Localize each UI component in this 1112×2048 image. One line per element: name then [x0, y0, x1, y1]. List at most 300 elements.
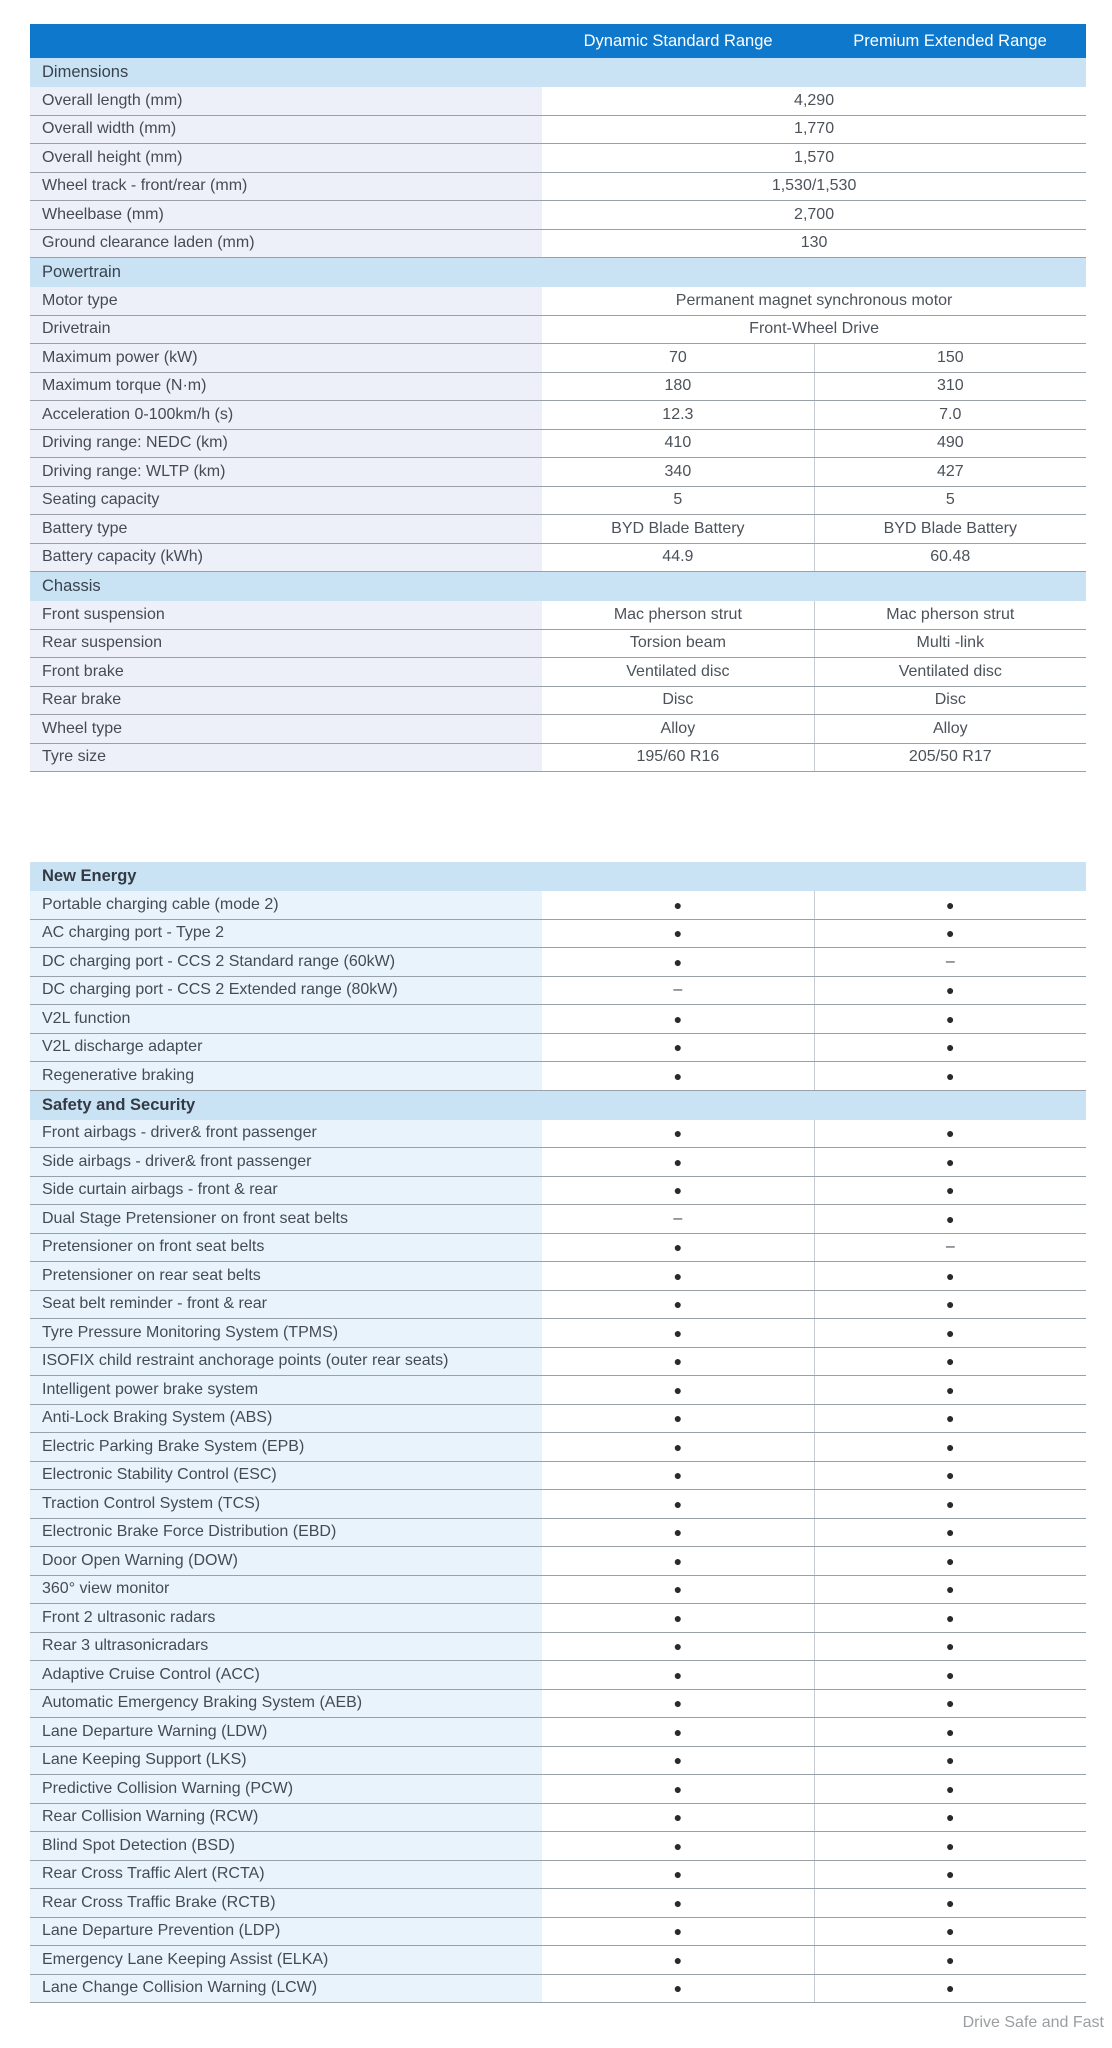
features-table-body [30, 862, 1086, 2003]
section-header [30, 862, 1086, 891]
row-label: Overall height (mm) [30, 144, 542, 172]
table-row [30, 920, 1086, 949]
value-text: 4,290 [794, 91, 835, 109]
included-dot: ● [673, 1894, 683, 1911]
value-cell-dynamic [542, 1775, 813, 1803]
row-label: DC charging port - CCS 2 Extended range (80kW) [30, 977, 542, 1005]
table-row [30, 977, 1086, 1006]
row-label: Door Open Warning (DOW) [30, 1547, 542, 1575]
value-text: 1,570 [794, 148, 835, 166]
table-row [30, 948, 1086, 977]
row-label: Traction Control System (TCS) [30, 1490, 542, 1518]
row-label: Intelligent power brake system [30, 1376, 542, 1404]
value-cell-dynamic [542, 458, 813, 486]
value-cell-dynamic [542, 344, 813, 372]
row-label: V2L function [30, 1005, 542, 1033]
table-row [30, 1462, 1086, 1491]
included-dot: ● [673, 1866, 683, 1883]
not-available-dash: – [945, 952, 955, 970]
included-dot: ● [946, 1467, 955, 1484]
included-dot: ● [946, 1809, 955, 1826]
value-cell-premium [814, 1376, 1086, 1404]
value-cell-premium [814, 1576, 1086, 1604]
included-dot: ● [673, 1809, 683, 1826]
value-cell-dynamic [542, 1661, 813, 1689]
included-dot: ● [673, 1638, 683, 1655]
footer-watermark: Drive Safe and Fast [962, 2014, 1104, 2031]
value-cell-dynamic [542, 1262, 813, 1290]
table-row [30, 1405, 1086, 1434]
row-label: Electronic Stability Control (ESC) [30, 1462, 542, 1490]
row-label: Lane Keeping Support (LKS) [30, 1747, 542, 1775]
value-cell-dynamic [542, 1062, 813, 1090]
table-row [30, 344, 1086, 373]
included-dot: ● [673, 1182, 683, 1199]
included-dot: ● [673, 1780, 683, 1797]
included-dot: ● [946, 1923, 955, 1940]
included-dot: ● [673, 1239, 683, 1256]
value-text: 70 [668, 348, 687, 366]
included-dot: ● [673, 1609, 683, 1626]
merged-value-cell [542, 316, 1086, 344]
row-label: Dual Stage Pretensioner on front seat belts [30, 1205, 542, 1233]
value-cell-dynamic [542, 1690, 813, 1718]
row-label: Front brake [30, 658, 542, 686]
value-cell-dynamic [542, 630, 813, 658]
value-cell-premium [814, 458, 1086, 486]
value-cell-premium [814, 715, 1086, 743]
row-label: Wheelbase (mm) [30, 201, 542, 229]
value-text: 410 [664, 434, 692, 452]
included-dot: ● [946, 1296, 955, 1313]
row-label: Electronic Brake Force Distribution (EBD) [30, 1519, 542, 1547]
value-text: Ventilated disc [626, 662, 730, 680]
merged-value-cell [542, 87, 1086, 115]
row-label: Emergency Lane Keeping Assist (ELKA) [30, 1946, 542, 1974]
included-dot: ● [673, 1723, 683, 1740]
value-text: Mac pherson strut [886, 605, 1015, 623]
included-dot: ● [946, 1951, 955, 1968]
row-label: Overall length (mm) [30, 87, 542, 115]
table-row [30, 1633, 1086, 1662]
table-row [30, 1918, 1086, 1947]
value-cell-dynamic [542, 1975, 813, 2003]
value-cell-premium [814, 373, 1086, 401]
column-header-premium-extended-range: Premium Extended Range [853, 31, 1047, 50]
row-label: Rear Collision Warning (RCW) [30, 1804, 542, 1832]
row-label: Acceleration 0-100km/h (s) [30, 401, 542, 429]
row-label: Rear 3 ultrasonicradars [30, 1633, 542, 1661]
value-cell-dynamic [542, 920, 813, 948]
value-cell-premium [814, 1832, 1086, 1860]
included-dot: ● [946, 1837, 955, 1854]
value-cell-dynamic [542, 1576, 813, 1604]
included-dot: ● [673, 1467, 683, 1484]
value-cell-premium [814, 1889, 1086, 1917]
value-cell-premium [814, 1861, 1086, 1889]
features-table [30, 862, 1086, 2003]
table-row [30, 891, 1086, 920]
included-dot: ● [673, 1410, 683, 1427]
table-row [30, 1005, 1086, 1034]
row-label: Lane Departure Warning (LDW) [30, 1718, 542, 1746]
table-row [30, 515, 1086, 544]
value-cell-premium [814, 687, 1086, 715]
value-text: 195/60 R16 [636, 748, 720, 766]
row-label: Blind Spot Detection (BSD) [30, 1832, 542, 1860]
table-row [30, 1262, 1086, 1291]
row-label: Lane Departure Prevention (LDP) [30, 1918, 542, 1946]
row-label: Maximum power (kW) [30, 344, 542, 372]
value-cell-dynamic [542, 1034, 813, 1062]
row-label: Front suspension [30, 601, 542, 629]
table-row [30, 1120, 1086, 1149]
value-cell-premium [814, 1005, 1086, 1033]
value-text: Permanent magnet synchronous motor [675, 291, 953, 309]
row-label: Ground clearance laden (mm) [30, 230, 542, 258]
value-cell-premium [814, 1604, 1086, 1632]
table-row [30, 715, 1086, 744]
merged-value-cell [542, 173, 1086, 201]
table-row [30, 401, 1086, 430]
row-label: Electric Parking Brake System (EPB) [30, 1433, 542, 1461]
included-dot: ● [673, 1495, 683, 1512]
row-label: Overall width (mm) [30, 116, 542, 144]
value-cell-dynamic [542, 1376, 813, 1404]
value-cell-dynamic [542, 1148, 813, 1176]
table-row [30, 87, 1086, 116]
value-cell-premium [814, 948, 1086, 976]
value-cell-premium [814, 1747, 1086, 1775]
value-cell-dynamic [542, 948, 813, 976]
value-cell-dynamic [542, 744, 813, 772]
value-cell-premium [814, 1946, 1086, 1974]
table-row [30, 1205, 1086, 1234]
row-label: Side curtain airbags - front & rear [30, 1177, 542, 1205]
value-cell-premium [814, 487, 1086, 515]
section-header [30, 1091, 1086, 1120]
row-label: AC charging port - Type 2 [30, 920, 542, 948]
value-text: Alloy [660, 719, 696, 737]
value-cell-premium [814, 1034, 1086, 1062]
table-row [30, 1975, 1086, 2004]
merged-value-cell [542, 201, 1086, 229]
value-cell-premium [814, 891, 1086, 919]
included-dot: ● [673, 1296, 683, 1313]
section-header [30, 572, 1086, 601]
included-dot: ● [946, 1010, 955, 1027]
row-label: Wheel type [30, 715, 542, 743]
value-cell-dynamic [542, 1519, 813, 1547]
value-cell-dynamic [542, 1804, 813, 1832]
table-row [30, 1234, 1086, 1263]
included-dot: ● [673, 1695, 683, 1712]
value-cell-premium [814, 1177, 1086, 1205]
value-cell-dynamic [542, 1120, 813, 1148]
value-cell-premium [814, 401, 1086, 429]
value-text: BYD Blade Battery [883, 519, 1017, 537]
row-label: Driving range: WLTP (km) [30, 458, 542, 486]
value-text: Disc [662, 691, 694, 709]
table-row [30, 230, 1086, 259]
merged-value-cell [542, 287, 1086, 315]
section-title: New Energy [42, 867, 137, 885]
not-available-dash: – [673, 1209, 683, 1227]
included-dot: ● [946, 1780, 955, 1797]
row-label: Tyre Pressure Monitoring System (TPMS) [30, 1319, 542, 1347]
row-label: DC charging port - CCS 2 Standard range (60kW) [30, 948, 542, 976]
value-text: 5 [945, 491, 955, 509]
value-text: Front-Wheel Drive [749, 320, 879, 338]
not-available-dash: – [945, 1238, 955, 1256]
included-dot: ● [946, 1182, 955, 1199]
value-cell-dynamic [542, 1405, 813, 1433]
included-dot: ● [673, 953, 683, 970]
table-row [30, 658, 1086, 687]
value-cell-premium [814, 1405, 1086, 1433]
value-text: 180 [664, 377, 692, 395]
row-label: Rear Cross Traffic Alert (RCTA) [30, 1861, 542, 1889]
table-row [30, 744, 1086, 773]
table-row [30, 1775, 1086, 1804]
table-row [30, 116, 1086, 145]
section-title: Chassis [42, 577, 101, 595]
value-cell-premium [814, 544, 1086, 572]
value-cell-dynamic [542, 1889, 813, 1917]
merged-value-cell [542, 116, 1086, 144]
included-dot: ● [673, 1267, 683, 1284]
variant-header-row [30, 24, 1086, 58]
value-text: 1,530/1,530 [771, 177, 857, 195]
included-dot: ● [946, 1524, 955, 1541]
value-cell-premium [814, 1490, 1086, 1518]
row-label: Drivetrain [30, 316, 542, 344]
value-cell-premium [814, 601, 1086, 629]
included-dot: ● [673, 896, 683, 913]
row-label: Motor type [30, 287, 542, 315]
included-dot: ● [673, 1381, 683, 1398]
value-cell-dynamic [542, 1832, 813, 1860]
value-text: 205/50 R17 [908, 748, 992, 766]
included-dot: ● [946, 1067, 955, 1084]
value-text: Torsion beam [629, 634, 726, 652]
included-dot: ● [946, 1980, 955, 1997]
value-cell-premium [814, 1918, 1086, 1946]
included-dot: ● [673, 1324, 683, 1341]
value-cell-premium [814, 344, 1086, 372]
value-cell-dynamic [542, 1490, 813, 1518]
value-cell-dynamic [542, 430, 813, 458]
row-label: Automatic Emergency Braking System (AEB) [30, 1690, 542, 1718]
value-cell-dynamic [542, 544, 813, 572]
value-cell-premium [814, 630, 1086, 658]
value-cell-premium [814, 1975, 1086, 2003]
value-text: 44.9 [662, 548, 694, 566]
included-dot: ● [946, 1894, 955, 1911]
value-cell-dynamic [542, 515, 813, 543]
included-dot: ● [673, 1353, 683, 1370]
row-label: Seating capacity [30, 487, 542, 515]
value-text: 130 [800, 234, 828, 252]
value-cell-dynamic [542, 1861, 813, 1889]
included-dot: ● [946, 1609, 955, 1626]
row-label: Driving range: NEDC (km) [30, 430, 542, 458]
value-cell-dynamic [542, 401, 813, 429]
table-row [30, 1319, 1086, 1348]
included-dot: ● [946, 1210, 955, 1227]
included-dot: ● [946, 1410, 955, 1427]
value-cell-premium [814, 1148, 1086, 1176]
row-label: Lane Change Collision Warning (LCW) [30, 1975, 542, 2003]
value-cell-premium [814, 1433, 1086, 1461]
included-dot: ● [946, 1695, 955, 1712]
value-cell-premium [814, 1262, 1086, 1290]
value-cell-premium [814, 1319, 1086, 1347]
row-label: Side airbags - driver& front passenger [30, 1148, 542, 1176]
row-label: ISOFIX child restraint anchorage points (outer rear seats) [30, 1348, 542, 1376]
row-label: Regenerative braking [30, 1062, 542, 1090]
included-dot: ● [946, 1752, 955, 1769]
value-cell-dynamic [542, 1946, 813, 1974]
table-row [30, 1718, 1086, 1747]
included-dot: ● [673, 1039, 683, 1056]
row-label: Predictive Collision Warning (PCW) [30, 1775, 542, 1803]
value-cell-dynamic [542, 1747, 813, 1775]
row-label: Pretensioner on rear seat belts [30, 1262, 542, 1290]
value-cell-premium [814, 920, 1086, 948]
value-cell-premium [814, 658, 1086, 686]
value-cell-premium [814, 1775, 1086, 1803]
header-spacer [30, 24, 542, 58]
value-cell-dynamic [542, 658, 813, 686]
row-label: Maximum torque (N·m) [30, 373, 542, 401]
value-text: Mac pherson strut [613, 605, 742, 623]
table-row [30, 487, 1086, 516]
table-row [30, 1804, 1086, 1833]
value-cell-premium [814, 1718, 1086, 1746]
row-label: Front airbags - driver& front passenger [30, 1120, 542, 1148]
value-text: BYD Blade Battery [611, 519, 745, 537]
value-cell-dynamic [542, 687, 813, 715]
value-cell-dynamic [542, 1604, 813, 1632]
merged-value-cell [542, 144, 1086, 172]
value-cell-premium [814, 977, 1086, 1005]
value-cell-dynamic [542, 1291, 813, 1319]
included-dot: ● [673, 1524, 683, 1541]
value-text: Ventilated disc [898, 662, 1002, 680]
included-dot: ● [673, 1666, 683, 1683]
included-dot: ● [946, 1125, 955, 1142]
table-row [30, 1034, 1086, 1063]
section-title: Safety and Security [42, 1095, 196, 1114]
included-dot: ● [673, 1153, 683, 1170]
included-dot: ● [673, 1067, 683, 1084]
included-dot: ● [946, 1153, 955, 1170]
table-row [30, 173, 1086, 202]
value-text: 310 [936, 377, 964, 395]
included-dot: ● [946, 1353, 955, 1370]
table-row [30, 1604, 1086, 1633]
table-row [30, 1376, 1086, 1405]
row-label: Rear Cross Traffic Brake (RCTB) [30, 1889, 542, 1917]
row-label: Seat belt reminder - front & rear [30, 1291, 542, 1319]
included-dot: ● [946, 1866, 955, 1883]
value-cell-dynamic [542, 487, 813, 515]
value-text: 490 [936, 434, 964, 452]
row-label: Pretensioner on front seat belts [30, 1234, 542, 1262]
included-dot: ● [673, 1438, 683, 1455]
row-label: V2L discharge adapter [30, 1034, 542, 1062]
value-cell-dynamic [542, 891, 813, 919]
value-cell-premium [814, 1633, 1086, 1661]
table-row [30, 1661, 1086, 1690]
included-dot: ● [946, 1381, 955, 1398]
section-header [30, 258, 1086, 287]
value-text: 150 [936, 348, 964, 366]
row-label: Wheel track - front/rear (mm) [30, 173, 542, 201]
table-row [30, 1148, 1086, 1177]
value-cell-premium [814, 515, 1086, 543]
value-cell-dynamic [542, 1918, 813, 1946]
table-row [30, 1291, 1086, 1320]
value-cell-dynamic [542, 1234, 813, 1262]
value-text: Multi -link [916, 634, 985, 652]
value-cell-premium [814, 744, 1086, 772]
included-dot: ● [946, 1267, 955, 1284]
value-cell-premium [814, 1291, 1086, 1319]
row-label: Portable charging cable (mode 2) [30, 891, 542, 919]
row-label: Anti-Lock Braking System (ABS) [30, 1405, 542, 1433]
row-label: 360° view monitor [30, 1576, 542, 1604]
value-cell-dynamic [542, 1005, 813, 1033]
value-cell-dynamic [542, 1348, 813, 1376]
row-label: Battery type [30, 515, 542, 543]
value-cell-premium [814, 1205, 1086, 1233]
table-row [30, 1490, 1086, 1519]
table-row [30, 687, 1086, 716]
included-dot: ● [673, 1125, 683, 1142]
included-dot: ● [946, 925, 955, 942]
value-cell-dynamic [542, 1205, 813, 1233]
value-cell-dynamic [542, 373, 813, 401]
value-cell-premium [814, 1348, 1086, 1376]
row-label: Battery capacity (kWh) [30, 544, 542, 572]
table-row [30, 430, 1086, 459]
table-row [30, 1576, 1086, 1605]
table-row [30, 1747, 1086, 1776]
included-dot: ● [673, 1951, 683, 1968]
section-title: Dimensions [42, 63, 129, 81]
table-row [30, 287, 1086, 316]
table-row [30, 1547, 1086, 1576]
table-row [30, 544, 1086, 573]
table-row [30, 1519, 1086, 1548]
table-row [30, 1861, 1086, 1890]
column-header-dynamic-standard-range: Dynamic Standard Range [583, 31, 773, 50]
value-text: Alloy [932, 719, 968, 737]
included-dot: ● [673, 1752, 683, 1769]
value-cell-premium [814, 1120, 1086, 1148]
value-text: 12.3 [662, 405, 694, 423]
value-cell-dynamic [542, 601, 813, 629]
table-row [30, 630, 1086, 659]
section-header [30, 58, 1086, 87]
not-available-dash: – [673, 981, 683, 999]
table-row [30, 1889, 1086, 1918]
included-dot: ● [673, 1581, 683, 1598]
value-cell-premium [814, 1661, 1086, 1689]
value-text: 1,770 [794, 120, 835, 138]
